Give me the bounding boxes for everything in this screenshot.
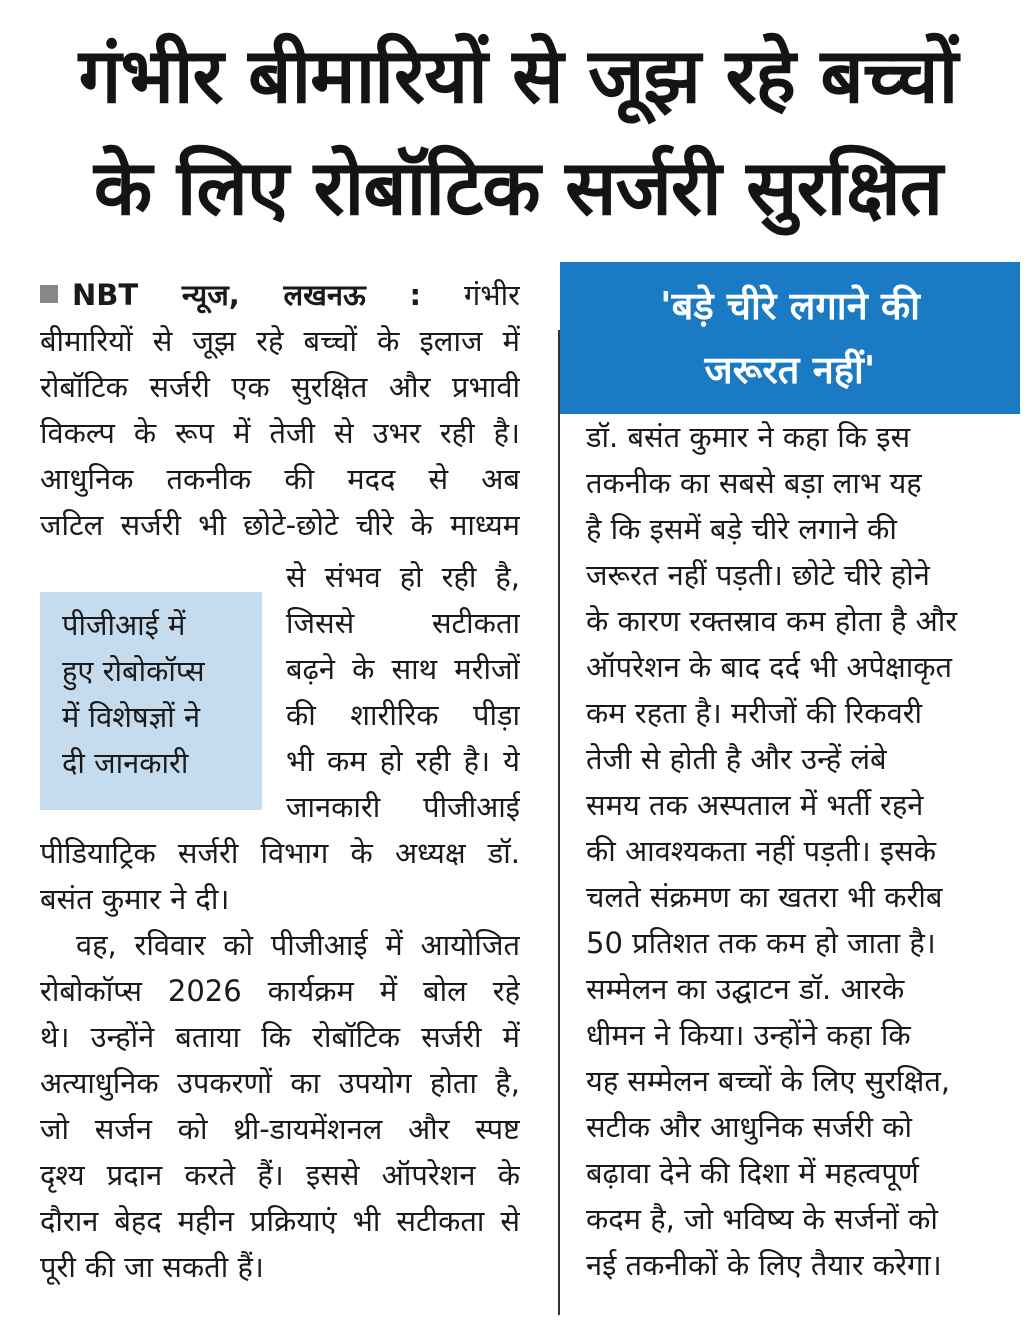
body-line: विकल्प के रूप में तेजी से उभर रही है। (40, 416, 520, 450)
body-line: जानकारी पीजीआई (286, 790, 520, 824)
article-narrow-column (286, 554, 520, 830)
body-line: 50 प्रतिशत तक कम हो जाता है। (586, 926, 936, 960)
body-line: आधुनिक तकनीक की मदद से अब (40, 462, 520, 496)
body-line: पीडियाट्रिक सर्जरी विभाग के अध्यक्ष डॉ. (40, 836, 520, 870)
column-divider (558, 330, 560, 1315)
body-line: सटीक और आधुनिक सर्जरी को (586, 1110, 913, 1144)
body-line: तेजी से होती है और उन्हें लंबे (586, 742, 887, 776)
headline-line-2: के लिए रोबॉटिक सर्जरी सुरक्षित (93, 143, 943, 232)
body-line: सम्मेलन का उद्घाटन डॉ. आरके (586, 972, 905, 1006)
body-text: गंभीर (463, 278, 520, 312)
body-line: बढ़ने के साथ मरीजों (286, 652, 520, 686)
body-line (40, 272, 520, 318)
body-line: बसंत कुमार ने दी। (40, 882, 230, 916)
pullquote-line: दी जानकारी (62, 746, 189, 780)
body-line: है कि इसमें बड़े चीरे लगाने की (586, 512, 897, 546)
body-line: जो सर्जन को थ्री-डायमेंशनल और स्पष्ट (40, 1112, 520, 1146)
subhead-box (560, 262, 1020, 414)
body-line: समय तक अस्पताल में भर्ती रहने (586, 788, 924, 822)
body-line: रोबॉटिक सर्जरी एक सुरक्षित और प्रभावी (40, 370, 520, 404)
headline-line-1: गंभीर बीमारियों से जूझ रहे बच्चों (78, 31, 958, 120)
article-left-top (40, 272, 520, 548)
body-line: जिससे सटीकता (286, 606, 520, 640)
body-line: ऑपरेशन के बाद दर्द भी अपेक्षाकृत (586, 650, 953, 684)
body-line: धीमन ने किया। उन्होंने कहा कि (586, 1018, 911, 1052)
pullquote-box (40, 592, 262, 810)
body-line: पूरी की जा सकती हैं। (40, 1250, 264, 1284)
subhead-line: 'बड़े चीरे लगाने की (660, 284, 920, 328)
body-line: जटिल सर्जरी भी छोटे-छोटे चीरे के माध्यम (40, 508, 520, 542)
body-line: तकनीक का सबसे बड़ा लाभ यह (586, 466, 922, 500)
body-line: रोबोकॉप्स 2026 कार्यक्रम में बोल रहे (40, 974, 520, 1008)
article-left-bottom (40, 830, 520, 1290)
body-line: जरूरत नहीं पड़ती। छोटे चीरे होने (586, 558, 930, 592)
body-line: यह सम्मेलन बच्चों के लिए सुरक्षित, (586, 1064, 951, 1098)
body-line: डॉ. बसंत कुमार ने कहा कि इस (586, 420, 911, 454)
body-line: भी कम हो रही है। ये (286, 744, 520, 778)
article-right-column (586, 414, 1012, 1288)
body-line: दौरान बेहद महीन प्रक्रियाएं भी सटीकता से (40, 1204, 520, 1238)
body-line: चलते संक्रमण का खतरा भी करीब (586, 880, 943, 914)
bullet-square-icon (40, 285, 58, 303)
body-line: के कारण रक्तस्राव कम होता है और (586, 604, 958, 638)
pullquote-line: पीजीआई में (62, 608, 186, 642)
body-line: बढ़ावा देने की दिशा में महत्वपूर्ण (586, 1156, 919, 1190)
body-line: बीमारियों से जूझ रहे बच्चों के इलाज में (40, 324, 520, 358)
pullquote-line: हुए रोबोकॉप्स (62, 654, 205, 688)
dateline: NBT न्यूज, लखनऊ : (72, 278, 422, 312)
body-line: की शारीरिक पीड़ा (286, 698, 520, 732)
body-line: की आवश्यकता नहीं पड़ती। इसके (586, 834, 937, 868)
body-line: से संभव हो रही है, (286, 560, 520, 594)
body-line: कम रहता है। मरीजों की रिकवरी (586, 696, 923, 730)
body-line: अत्याधुनिक उपकरणों का उपयोग होता है, (40, 1066, 520, 1100)
pullquote-line: में विशेषज्ञों ने (62, 700, 201, 734)
body-line: दृश्य प्रदान करते हैं। इससे ऑपरेशन के (40, 1158, 520, 1192)
body-line: नई तकनीकों के लिए तैयार करेगा। (586, 1248, 942, 1282)
body-line: वह, रविवार को पीजीआई में आयोजित (76, 928, 520, 962)
body-line: कदम है, जो भविष्य के सर्जनों को (586, 1202, 938, 1236)
subhead-line: जरूरत नहीं' (704, 348, 876, 392)
body-line: थे। उन्होंने बताया कि रोबॉटिक सर्जरी में (40, 1020, 520, 1054)
